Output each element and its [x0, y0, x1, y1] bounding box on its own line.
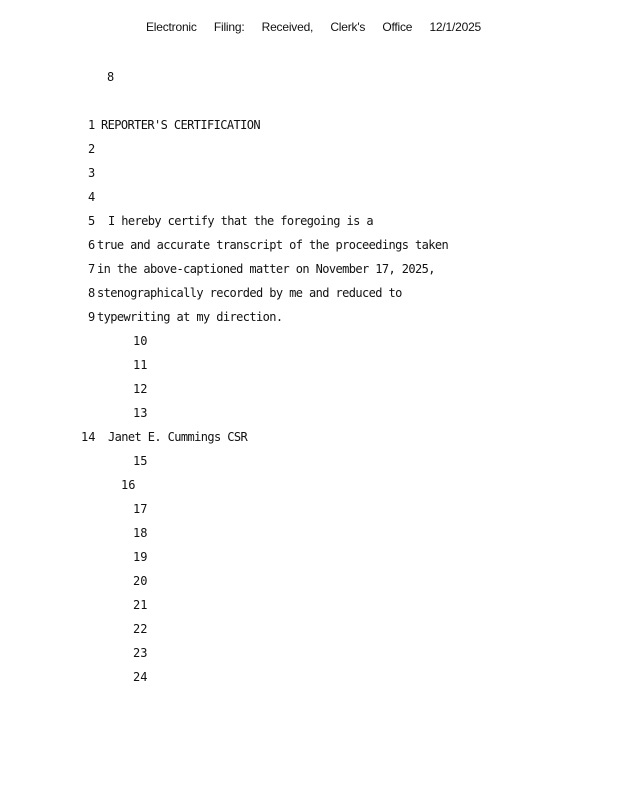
line-number: 18	[133, 526, 148, 540]
line-text: true and accurate transcript of the proceedings taken	[97, 238, 449, 252]
line-number: 8	[88, 286, 96, 300]
line-number: 13	[133, 406, 148, 420]
line-number: 21	[133, 598, 148, 612]
line-number: 23	[133, 646, 148, 660]
line-number: 10	[133, 334, 148, 348]
line-number: 5	[88, 214, 96, 228]
line-number: 14	[81, 430, 96, 444]
line-number: 3	[88, 166, 96, 180]
stamp-part: Received,	[261, 20, 314, 34]
line-number: 24	[133, 670, 148, 684]
line-number: 6	[88, 238, 96, 252]
stamp-part: Filing:	[213, 20, 245, 34]
line-number: 20	[133, 574, 148, 588]
line-number: 19	[133, 550, 148, 564]
line-text: REPORTER'S CERTIFICATION	[101, 118, 260, 132]
line-number: 22	[133, 622, 148, 636]
line-text: in the above-captioned matter on November 17, 2025,	[97, 262, 435, 276]
line-number: 4	[88, 190, 96, 204]
line-number: 12	[133, 382, 148, 396]
stamp-part: Clerk's	[330, 20, 366, 34]
stamp-part: Office	[382, 20, 413, 34]
line-number: 16	[121, 478, 136, 492]
line-number: 11	[133, 358, 148, 372]
line-text: typewriting at my direction.	[97, 310, 283, 324]
stamp-part: 12/1/2025	[429, 20, 482, 34]
line-number: 15	[133, 454, 148, 468]
line-number: 2	[88, 142, 96, 156]
line-text: I hereby certify that the foregoing is a	[108, 214, 373, 228]
stamp-part: Electronic	[146, 20, 197, 34]
line-text: stenographically recorded by me and reduced to	[97, 286, 402, 300]
page-number: 8	[107, 70, 115, 84]
filing-stamp	[146, 20, 481, 34]
line-number: 9	[88, 310, 96, 324]
line-number: 7	[88, 262, 96, 276]
line-number: 17	[133, 502, 148, 516]
signature-name: Janet E. Cummings CSR	[108, 430, 248, 444]
line-number: 1	[88, 118, 96, 132]
